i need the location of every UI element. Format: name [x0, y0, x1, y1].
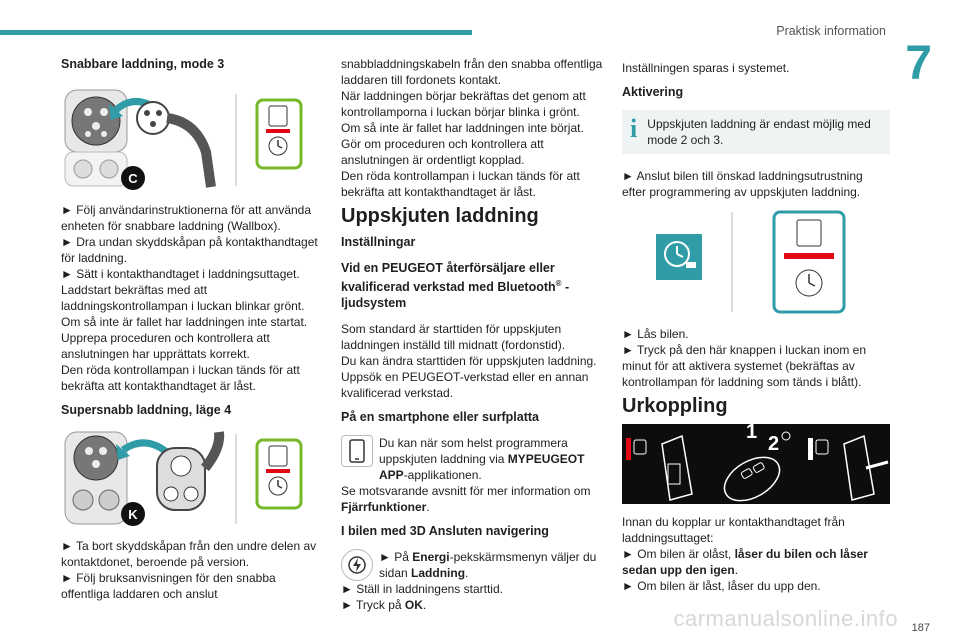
text-energy-menu: ► På Energi-pekskärmsmenyn väljer du sidan Laddning.: [379, 550, 597, 581]
info-note-text: Uppskjuten laddning är endast möjlig med mode 2 och 3.: [647, 117, 871, 147]
text-default-start: Som standard är starttiden för uppskjuten laddningen inställd till midnatt (fordonstid).: [341, 322, 566, 353]
column-1: [61, 56, 325, 610]
text-mode4-step2: ► Följ bruksanvisningen för den snabba offentliga laddaren och anslut: [61, 571, 276, 601]
heading-mode4: Supersnabb laddning, läge 4: [61, 403, 232, 417]
step-number-2: 2: [768, 433, 780, 455]
section-title: Praktisk information: [776, 24, 886, 38]
text-connect-vehicle: ► Anslut bilen till önskad laddningsutrustning efter programmering av uppskjuten laddning.: [622, 169, 863, 199]
text-before-disconnect: Innan du kopplar ur kontakthandtaget från laddningsuttaget:: [622, 515, 845, 545]
charging-status-panel-icon: [774, 212, 844, 312]
text-remote-functions: Se motsvarande avsnitt för mer information om Fjärrfunktioner.: [341, 484, 591, 515]
energy-icon: [341, 549, 373, 581]
charging-status-panel-icon: [257, 440, 301, 508]
text-set-start-time: ► Ställ in laddningens starttid.: [341, 582, 503, 597]
activation-illustration: [622, 208, 890, 316]
text-mode4-confirm: När laddningen börjar bekräftas det genom att kontrollamporna i luckan börjar blinka i grönt.: [341, 89, 586, 119]
heading-activation: Aktivering: [622, 85, 684, 99]
text-mode3-step1: ► Följ användarinstruktionerna för att använda enheten för snabbare laddning (Wallbox).: [61, 203, 312, 233]
text-mode4-continued: snabbladdningskabeln från den snabba offentliga laddaren till fordonets kontakt.: [341, 57, 603, 87]
text-mode4-red-lamp: Den röda kontrollampan i luckan tänds för att bekräfta att kontakthandtaget är låst.: [341, 169, 580, 199]
connector-plug-icon: [137, 102, 211, 187]
step-number-1: 1: [746, 421, 758, 443]
figure-disconnection-steps: [622, 421, 890, 504]
heading-smartphone: På en smartphone eller surfplatta: [341, 410, 539, 425]
info-note: [622, 110, 890, 154]
heading-disconnection: Urkoppling: [622, 395, 728, 417]
text-mode3-not-started: Om så inte är fallet har laddningen inte startat.: [61, 315, 308, 329]
column-3: [622, 56, 890, 602]
figure-mode3-charging: [61, 82, 325, 192]
strip-panel-unplug: [804, 424, 890, 504]
ccs-plug-icon: [157, 432, 219, 510]
app-programming-block: [341, 435, 607, 483]
text-app-programming: Du kan när som helst programmera uppskjuten laddning via MYPEUGEOT APP-applikationen.: [379, 436, 585, 483]
figure-activation-button: [622, 208, 890, 316]
text-mode4-step1: ► Ta bort skyddskåpan från den undre delen av kontaktdonet, beroende på version.: [61, 539, 317, 569]
charging-status-panel-icon: [257, 100, 301, 168]
text-lock-vehicle: ► Lås bilen.: [622, 327, 689, 341]
heading-settings: Inställningar: [341, 235, 416, 249]
heading-dealer: Vid en PEUGEOT återförsäljare eller kvalificerad verkstad med Bluetooth® -ljudsystem: [341, 261, 570, 311]
label-letter-k: K: [128, 507, 138, 522]
strip-panel-key: [712, 421, 800, 504]
navigation-steps-block: [341, 549, 607, 581]
text-mode3-red-lamp: Den röda kontrollampan i luckan tänds för att bekräfta att kontakthandtaget är låst.: [61, 363, 300, 393]
label-letter-c: C: [128, 171, 138, 186]
column-2: [341, 56, 607, 613]
heading-deferred-charging: Uppskjuten laddning: [341, 205, 539, 227]
text-setting-saved: Inställningen sparas i systemet.: [622, 61, 790, 75]
smartphone-icon: [341, 435, 373, 467]
header-accent-bar: [0, 30, 472, 35]
mode4-illustration: [61, 428, 325, 528]
text-mode3-step3: ► Sätt i kontakthandtaget i laddningsuttaget.: [61, 267, 300, 281]
text-mode3-repeat: Upprepa proceduren och kontrollera att anslutningen har upprättats korrekt.: [61, 331, 270, 361]
text-press-button: ► Tryck på den här knappen i luckan inom en minut för att aktivera systemet (bekräftas av kontrollampan för laddning som tänds i blått).: [622, 343, 867, 389]
figure-mode4-charging: [61, 428, 325, 528]
page-number: 187: [911, 622, 930, 634]
text-if-locked: ► Om bilen är låst, låser du upp den.: [622, 579, 821, 593]
info-icon: i: [630, 114, 638, 143]
deferred-charging-button-icon: [656, 234, 702, 280]
mode3-illustration: [61, 82, 325, 192]
text-press-ok: ► Tryck på OK.: [341, 598, 427, 613]
text-mode3-confirm: Laddstart bekräftas med att laddningskontrollampan i luckan blinkar grönt.: [61, 283, 305, 313]
heading-navigation: I bilen med 3D Ansluten navigering: [341, 524, 549, 539]
heading-mode3: Snabbare laddning, mode 3: [61, 57, 225, 71]
text-mode4-not-started: Om så inte är fallet har laddningen inte börjat. Gör om proceduren och kontrollera att anslutningen är ordentligt kopplad.: [341, 121, 584, 167]
text-mode3-step2: ► Dra undan skyddskåpan på kontakthandtaget för laddning.: [61, 235, 318, 265]
text-if-unlocked: ► Om bilen är olåst, låser du bilen och låser sedan upp den igen.: [622, 547, 868, 577]
strip-panel-lock: [622, 424, 708, 504]
text-change-start: Du kan ändra starttiden för uppskjuten laddning. Uppsök en PEUGEOT-verkstad eller en annan kvalificerad verkstad.: [341, 354, 597, 401]
watermark: carmanualsonline.info: [673, 606, 898, 631]
chapter-number: 7: [905, 37, 932, 90]
